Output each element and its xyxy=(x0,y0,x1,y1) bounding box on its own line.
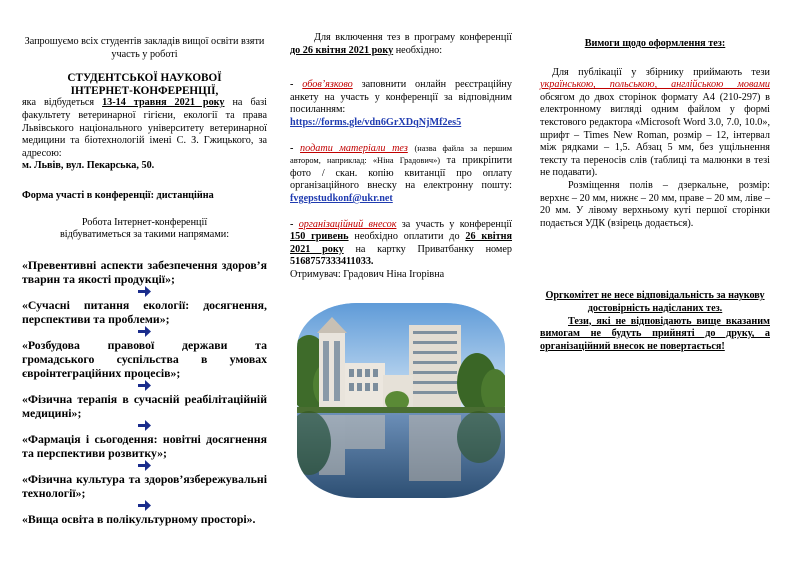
arrow-bullet-icon xyxy=(22,500,267,512)
step2-label: подати матеріали тез xyxy=(300,142,408,154)
university-building-photo xyxy=(297,303,505,498)
direction-item: «Фізична культура та здоров’язбережувальні технології»; xyxy=(22,471,267,500)
deadline-date: до 26 квітня 2021 року xyxy=(290,44,394,56)
direction-item: «Фармація і сьогодення: новітні досягнення та перспективи розвитку»; xyxy=(22,431,267,460)
direction-item: «Превентивні аспекти забезпечення здоров’я тварин та якості продукції»; xyxy=(22,257,267,286)
step-register: - обов’язково заповнити онлайн реєстраційну анкету на участь у конференції за відповідним посиланням: xyxy=(290,79,512,116)
registration-form-link[interactable]: https://forms.gle/vdn6GrXDqNjMf2es5 xyxy=(290,116,462,128)
requirements-text: Для публікації у збірнику приймають тези українською, польською, англійською мовами обсягом до двох сторінок формату А4 (210-297) в електронному вигляді одним файлом у формі текстового редактора «Microsoft Word 3.0, 7.0, 10.0», шрифт – Times New Roman, розмір – 12, інтервал між рядками – 1,5. Абзац 5 мм, без ущільнення тексту та переносів слів (таблиці та малюнки в тезі не подавати). xyxy=(540,66,770,179)
conf-title-line1: СТУДЕНТСЬКОЇ НАУКОВОЇ xyxy=(67,72,222,85)
recipient: Отримувач: Градович Ніна Ігорівна xyxy=(290,268,445,280)
margins-text: Розміщення полів – дзеркальне, розмір: верхнє – 20 мм, нижнє – 20 мм, праве – 20 мм, ліве – 20 мм. У лівому верхньому куті першої сторінки подається УДК (взірець додається). xyxy=(540,179,770,229)
step-submit: - подати матеріали тез (назва файла за першим автором, наприклад: «Ніна Градович») та прикріпити фото / скан. копію квитанції про оплату організаційного внеску на електронну пошту: fvgepstudkonf@ukr.net xyxy=(290,142,513,204)
arrow-bullet-icon xyxy=(22,460,267,472)
column-requirements xyxy=(540,0,770,566)
arrow-bullet-icon xyxy=(22,286,267,298)
payment-deadline: 26 квітня 2021 року xyxy=(290,231,513,255)
direction-item: «Розбудова правової держави та громадського суспільства в умовах євроінтеграційних процесів»; xyxy=(22,337,267,380)
arrow-bullet-icon xyxy=(22,380,267,392)
registration-intro: Для включення тез в програму конференції до 26 квітня 2021 року необхідно: xyxy=(290,32,512,56)
requirements-title: Вимоги щодо оформлення тез: xyxy=(584,38,726,49)
disclaimer-rejection: Тези, які не відповідають вище вказаним вимогам не будуть прийняті до друку, а організаційний внесок не повертається! xyxy=(540,315,770,352)
address: м. Львів, вул. Пекарська, 50. xyxy=(22,160,155,172)
disclaimer-responsibility: Оргкомітет не несе відповідальність за наукову достовірність надісланих тез. xyxy=(545,290,765,314)
invite-text: Запрошуємо всіх студентів закладів вищої освіти взяти участь у роботі xyxy=(24,36,265,60)
directions-list xyxy=(22,258,267,526)
languages: українською, польською, англійською мовами xyxy=(540,79,770,91)
held-paragraph: яка відбудеться 13-14 травня 2021 року на базі факультету ветеринарної гігієни, екології та права Львівського національного університету ветеринарної медицини та біотехнологій імені С. З. Гжицького, за адресою: xyxy=(22,97,267,159)
step-fee: - організаційний внесок за участь у конференції 150 гривень необхідно оплатити до 26 квітня 2021 року на картку Приватбанку номер 5168757333411033. xyxy=(290,218,513,268)
arrow-bullet-icon xyxy=(22,420,267,432)
submission-email-link[interactable]: fvgepstudkonf@ukr.net xyxy=(290,192,393,204)
directions-intro-1: Робота Інтернет-конференції xyxy=(81,216,208,228)
participation-form: Форма участі в конференції: дистанційна xyxy=(22,189,214,201)
conf-dates: 13-14 травня 2021 року xyxy=(102,97,225,109)
step1-label: обов’язково xyxy=(302,79,353,91)
direction-item: «Вища освіта в полікультурному просторі». xyxy=(22,511,256,526)
card-number: 5168757333411033. xyxy=(290,256,374,268)
direction-item: «Сучасні питання екології: досягнення, перспективи та проблеми»; xyxy=(22,297,267,326)
directions-intro-2: відбуватиметься за такими напрямами: xyxy=(59,229,230,241)
step3-label: організаційний внесок xyxy=(298,218,397,230)
column-intro xyxy=(22,0,267,566)
fee-amount: 150 гривень xyxy=(290,231,349,243)
conf-title-line2: ІНТЕРНЕТ-КОНФЕРЕНЦІЇ, xyxy=(70,84,219,97)
arrow-bullet-icon xyxy=(22,326,267,338)
direction-item: «Фізична терапія в сучасній реабілітаційній медицині»; xyxy=(22,391,267,420)
